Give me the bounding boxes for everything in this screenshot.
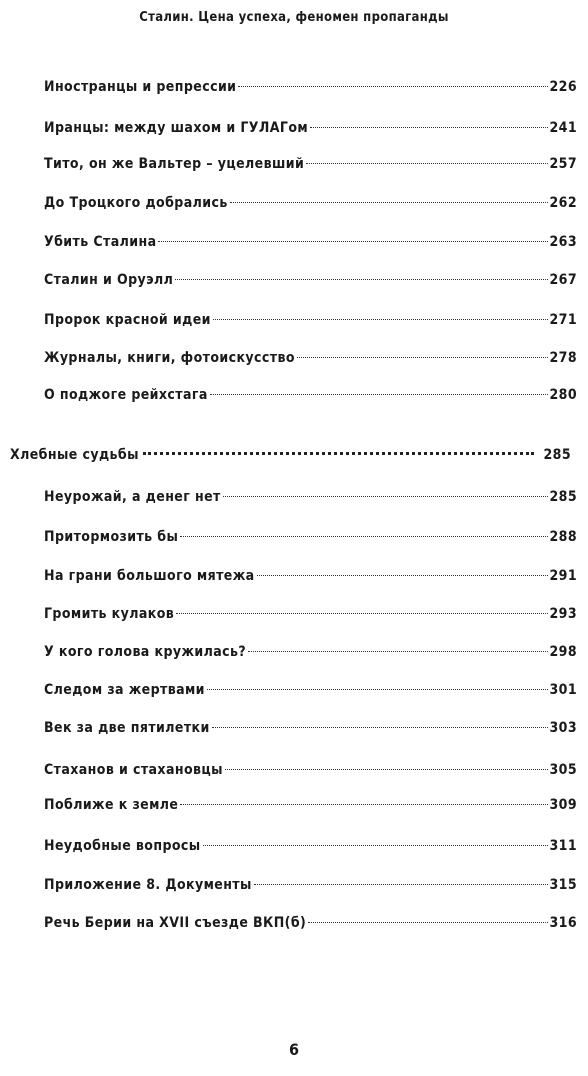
toc-entry-page: 298 <box>549 644 577 660</box>
toc-entry-page: 316 <box>549 915 577 931</box>
toc-entry-title: Притормозить бы <box>44 529 179 545</box>
toc-entry-page: 288 <box>549 529 577 545</box>
toc-entry <box>44 347 577 369</box>
toc-entry <box>44 679 577 701</box>
dot-leader <box>180 804 547 805</box>
toc-entry-title: Век за две пятилетки <box>44 720 210 736</box>
toc-entry-title: О поджоге рейхстага <box>44 387 208 403</box>
running-header: Сталин. Цена успеха, феномен пропаганды <box>139 10 449 25</box>
toc-entry-page: 241 <box>549 120 577 136</box>
dot-leader <box>225 769 548 770</box>
toc-entry-page: 257 <box>549 156 577 172</box>
toc-entry-page: 293 <box>549 606 577 622</box>
toc-part-title: Хлебные судьбы <box>10 447 139 463</box>
dot-leader <box>212 727 548 728</box>
toc-entry-title: Приложение 8. Документы <box>44 877 252 893</box>
dot-leader <box>210 394 548 395</box>
toc-entry <box>44 603 577 625</box>
dot-leader <box>308 922 547 923</box>
toc-part-page: 285 <box>543 447 571 463</box>
toc-entry-title: Иранцы: между шахом и ГУЛАГом <box>44 120 309 136</box>
toc-entry-title: На грани большого мятежа <box>44 568 255 584</box>
toc-entry-page: 311 <box>549 838 577 854</box>
toc-entry-page: 303 <box>549 720 577 736</box>
toc-entry-page: 263 <box>549 234 577 250</box>
toc-entry-title: Поближе к земле <box>44 797 179 813</box>
toc-entry <box>44 192 577 214</box>
dot-leader <box>248 651 547 652</box>
toc-entry <box>44 526 577 548</box>
toc-entry <box>44 486 577 508</box>
toc-entry <box>44 759 577 781</box>
dot-leader <box>230 202 548 203</box>
toc-entry-title: Неудобные вопросы <box>44 838 201 854</box>
toc-entry-page: 267 <box>549 272 577 288</box>
toc-entry <box>44 153 577 175</box>
toc-entry <box>44 117 577 139</box>
toc-entry-page: 285 <box>549 489 577 505</box>
toc-entry <box>44 912 577 934</box>
page-number: 6 <box>288 1040 299 1059</box>
toc-entry-title: Журналы, книги, фотоискусство <box>44 350 295 366</box>
toc-entry <box>44 641 577 663</box>
dot-leader <box>254 884 548 885</box>
toc-entry-title: Громить кулаков <box>44 606 175 622</box>
dot-leader <box>158 241 547 242</box>
toc-entry <box>44 231 577 253</box>
dot-leader <box>213 319 548 320</box>
toc-entry-page: 291 <box>549 568 577 584</box>
dot-leader <box>180 536 547 537</box>
toc-entry <box>44 76 577 98</box>
toc-entry-title: Следом за жертвами <box>44 682 205 698</box>
toc-entry-title: Неурожай, а денег нет <box>44 489 221 505</box>
toc-entry-title: До Троцкого добрались <box>44 195 228 211</box>
dot-leader <box>257 575 548 576</box>
toc-entry <box>44 309 577 331</box>
toc-part-heading <box>10 444 571 466</box>
dot-leader <box>223 496 548 497</box>
toc-entry-page: 305 <box>549 762 577 778</box>
toc-entry-page: 280 <box>549 387 577 403</box>
toc-entry-page: 309 <box>549 797 577 813</box>
dot-leader <box>176 613 547 614</box>
dot-leader <box>207 689 548 690</box>
toc-entry-title: У кого голова кружилась? <box>44 644 247 660</box>
dot-leader <box>143 452 534 455</box>
toc-entry <box>44 835 577 857</box>
toc-entry <box>44 717 577 739</box>
toc-entry-title: Тито, он же Вальтер – уцелевший <box>44 156 305 172</box>
toc-entry-title: Стаханов и стахановцы <box>44 762 223 778</box>
toc-entry-title: Речь Берии на XVII съезде ВКП(б) <box>44 915 307 931</box>
dot-leader <box>175 279 547 280</box>
toc-entry <box>44 794 577 816</box>
toc-entry <box>44 384 577 406</box>
dot-leader <box>203 845 548 846</box>
toc-entry-page: 262 <box>549 195 577 211</box>
dot-leader <box>238 86 547 87</box>
toc-entry <box>44 565 577 587</box>
toc-entry-title: Убить Сталина <box>44 234 157 250</box>
toc-entry-page: 271 <box>549 312 577 328</box>
toc-entry-page: 315 <box>549 877 577 893</box>
toc-entry-title: Пророк красной идеи <box>44 312 211 328</box>
dot-leader <box>297 357 548 358</box>
dot-leader <box>310 127 547 128</box>
toc-entry-title: Сталин и Оруэлл <box>44 272 174 288</box>
toc-entry-title: Иностранцы и репрессии <box>44 79 237 95</box>
toc-entry <box>44 874 577 896</box>
toc-entry-page: 226 <box>549 79 577 95</box>
toc-entry-page: 301 <box>549 682 577 698</box>
dot-leader <box>306 163 547 164</box>
toc-entry <box>44 269 577 291</box>
toc-entry-page: 278 <box>549 350 577 366</box>
